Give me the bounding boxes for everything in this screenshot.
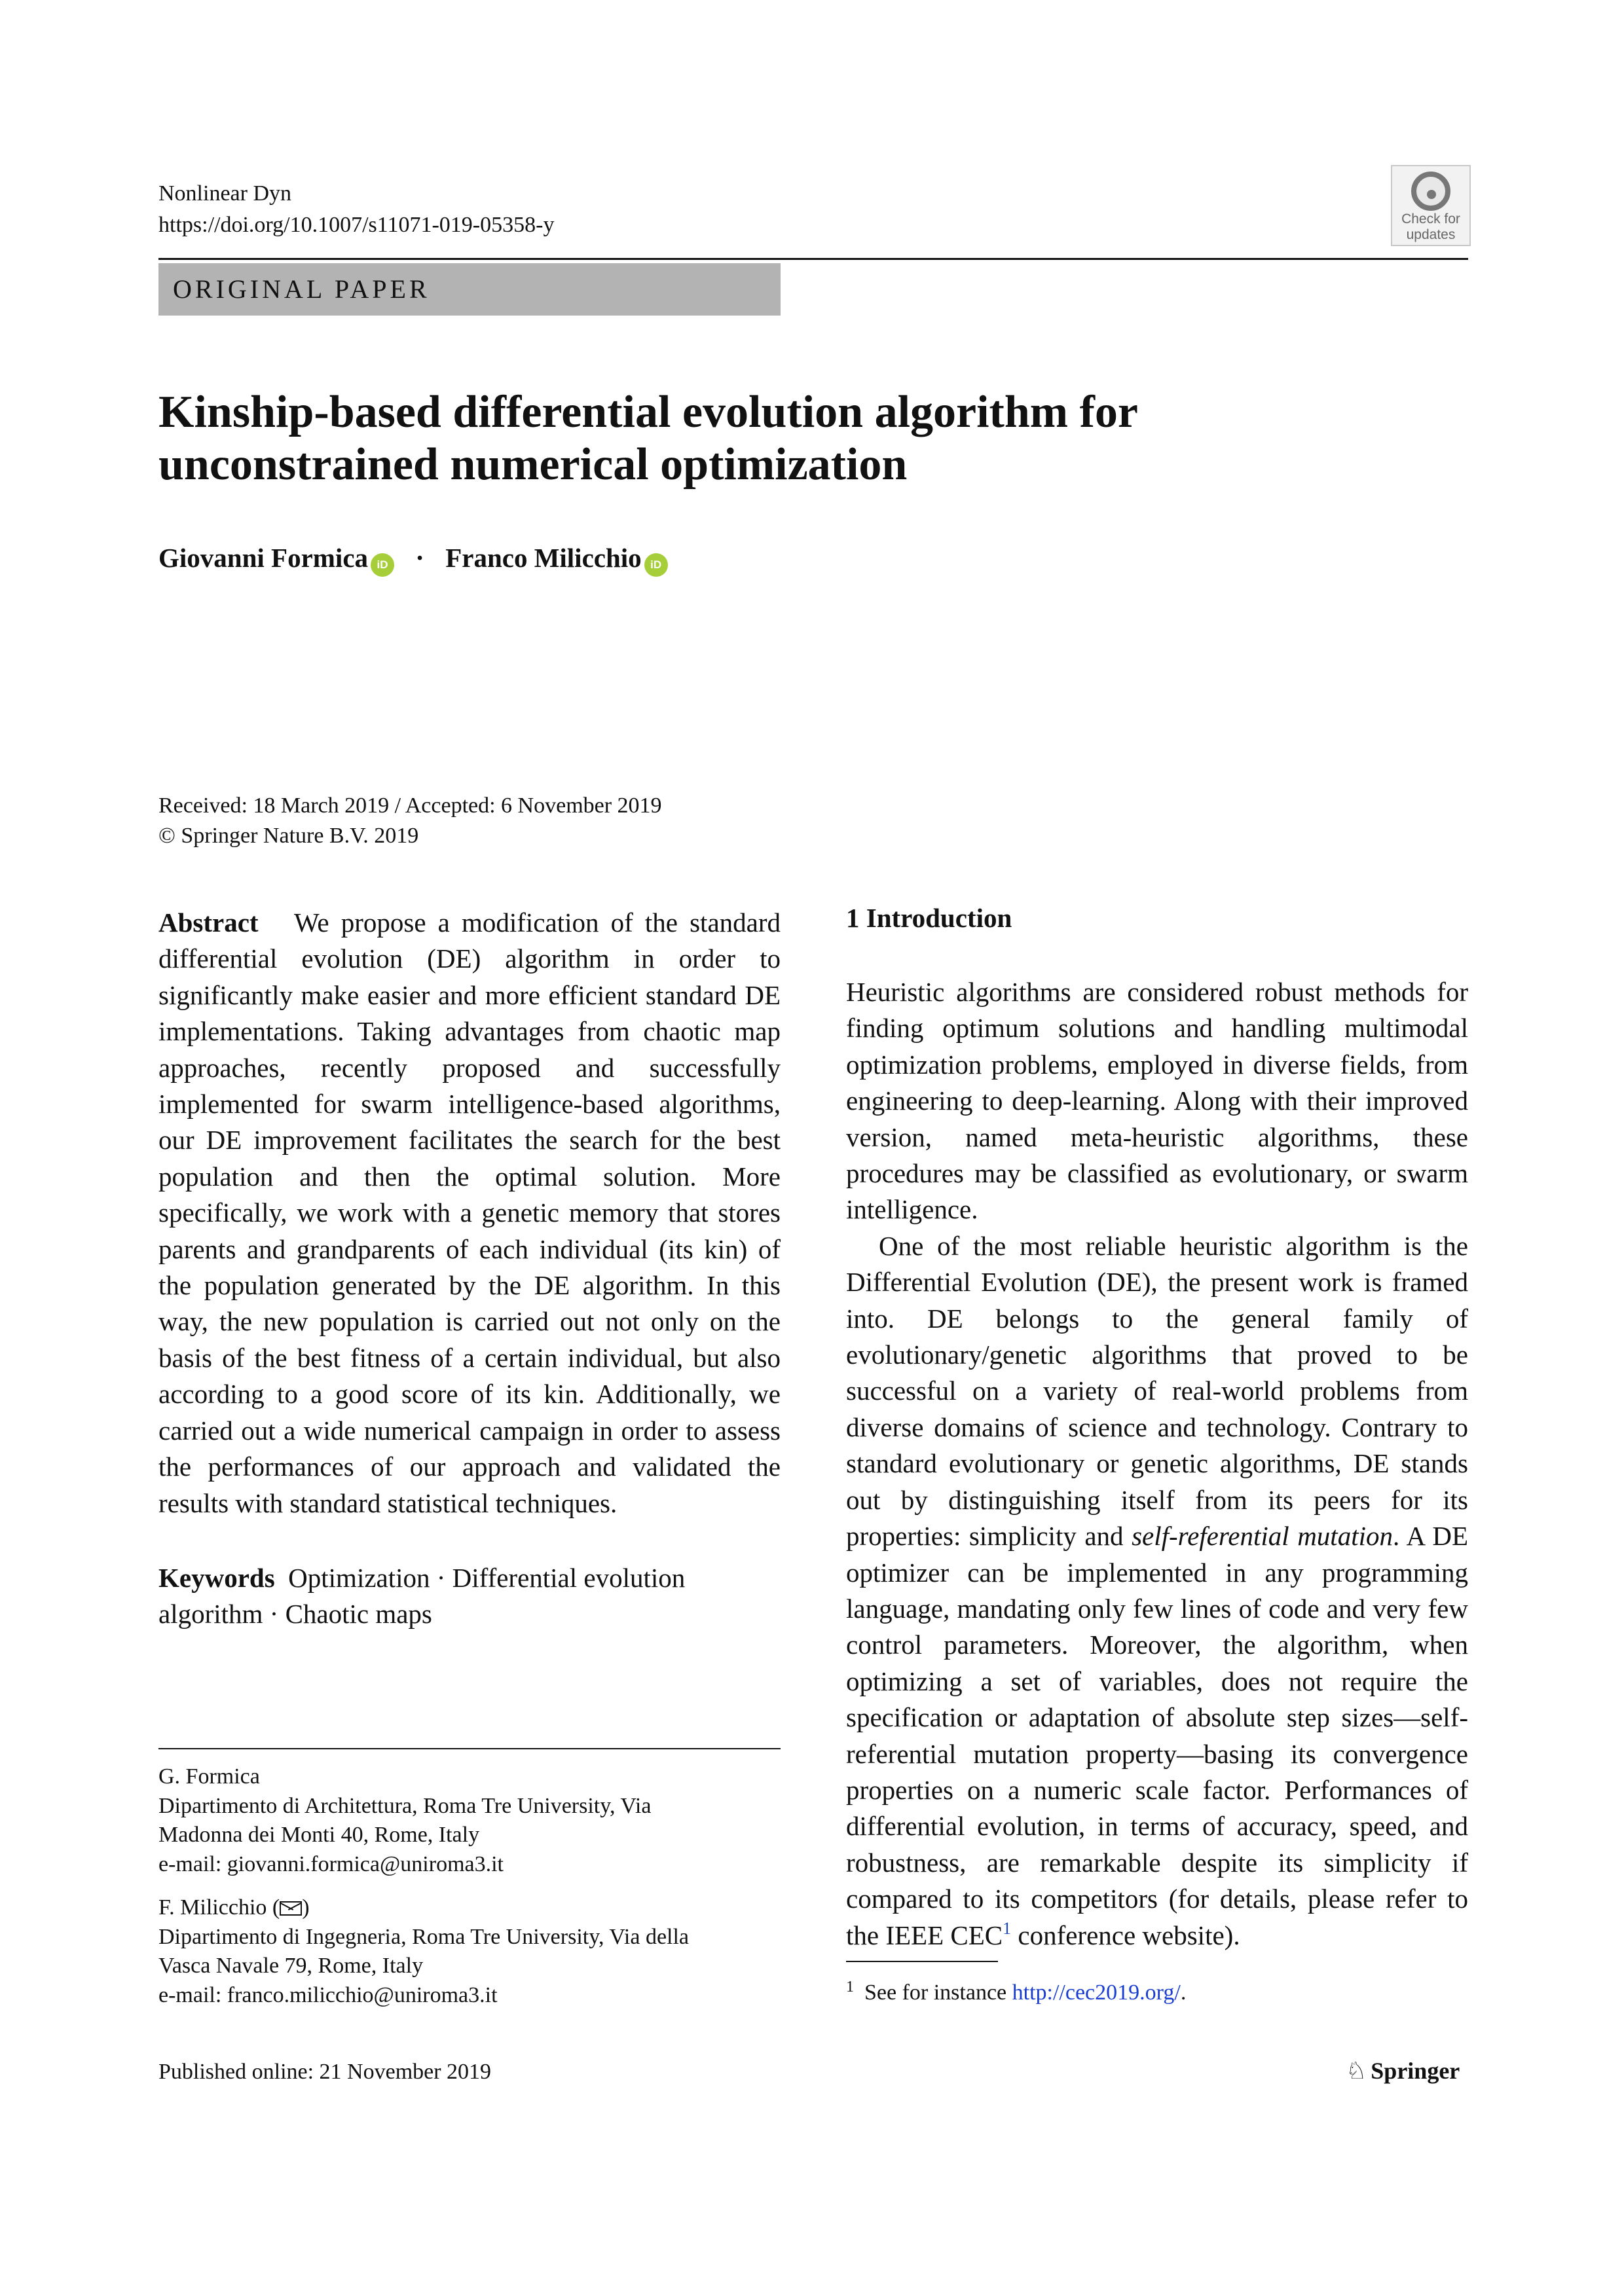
paragraph: Heuristic algorithms are considered robust methods for finding optimum solutions and handling multimodal optimization problems, employed in diverse fields, from engineering to deep-learning. Along with their improved version, named meta-heuristic algorithms, these procedures may be classified as evolutionary, or swarm intelligence. <box>846 977 1468 1225</box>
published-online-date: Published online: 21 November 2019 <box>158 2060 492 2084</box>
check-updates-line1: Check for <box>1401 211 1460 227</box>
doi-link[interactable]: https://doi.org/10.1007/s11071-019-05358-y <box>158 213 555 237</box>
publication-dates <box>158 791 1141 851</box>
affiliation-line: Madonna dei Monti 40, Rome, Italy <box>158 1823 480 1847</box>
author-list <box>158 539 1141 577</box>
affiliation-rule <box>158 1748 781 1749</box>
author-name[interactable]: Giovanni Formica <box>158 543 369 573</box>
footnote <box>846 1972 1468 2008</box>
affiliation-author-suffix: ) <box>302 1895 310 1920</box>
affiliation-block <box>158 1893 781 2010</box>
footnote-link[interactable]: http://cec2019.org/ <box>1012 1980 1181 2005</box>
publisher-logo <box>1346 2054 1477 2087</box>
affiliation-email[interactable]: e-mail: giovanni.formica@uniroma3.it <box>158 1851 504 1876</box>
orcid-icon[interactable]: iD <box>371 553 394 577</box>
author-separator: · <box>415 543 424 573</box>
affiliation-line: Dipartimento di Ingegneria, Roma Tre University, Via della <box>158 1924 690 1949</box>
keywords <box>158 1560 781 1633</box>
publisher-name: Springer <box>1371 2058 1460 2084</box>
footnote-ref[interactable]: 1 <box>1003 1918 1012 1938</box>
emphasis-text: self-referential mutation <box>1132 1521 1393 1552</box>
affiliation-line: Vasca Navale 79, Rome, Italy <box>158 1954 424 1978</box>
affiliation-block <box>158 1762 781 1879</box>
author-name[interactable]: Franco Milicchio <box>445 543 642 573</box>
check-for-updates-badge[interactable] <box>1391 165 1471 246</box>
article-type-banner: ORIGINAL PAPER <box>158 263 781 316</box>
footnote-mark: 1 <box>846 1978 854 1995</box>
paper-title: Kinship-based differential evolution algorithm for unconstrained numerical optimization <box>158 387 1137 490</box>
check-updates-line2: updates <box>1406 227 1456 242</box>
affiliation-line: Dipartimento di Architettura, Roma Tre University, Via <box>158 1793 652 1818</box>
abstract <box>158 905 781 1522</box>
paragraph-text: . A DE optimizer can be implemented in any programming language, mandating only few lines of code and very few control parameters. Moreover, the algorithm, when optimizing a set of variables, does not require the specification or adaptation of absolute step sizes—self-referential mutation property—basing its convergence properties on a numeric scale factor. Performances of differential evolution, in terms of accuracy, speed, and robustness, are remarkable despite its simplicity if compared to its competitors (for details, please refer to the IEEE CEC <box>846 1521 1468 1950</box>
copyright-notice: © Springer Nature B.V. 2019 <box>158 824 419 848</box>
received-accepted-dates: Received: 18 March 2019 / Accepted: 6 November 2019 <box>158 793 662 818</box>
footnote-rule <box>846 1961 998 1962</box>
abstract-text: We propose a modification of the standard differential evolution (DE) algorithm in order to significantly make easier and more efficient standard DE implementations. Taking advantages from chaotic map approaches, recently proposed and successfully implemented for swarm intelligence-based algorithms, our DE improvement facilitates the search for the best population and then the optimal solution. More specifically, we work with a genetic memory that stores parents and grandparents of each individual (its kin) of the population generated by the DE algorithm. In this way, the new population is carried out not only on the basis of the best fitness of a certain individual, but also according to a good score of its kin. Additionally, we carried out a wide numerical campaign in order to assess the performances of our approach and validated the results with standard statistical techniques. <box>158 907 781 1518</box>
introduction-body <box>846 974 1468 1954</box>
envelope-icon <box>280 1901 302 1916</box>
keywords-text: Optimization · Differential evolution algorithm · Chaotic maps <box>158 1563 686 1630</box>
paragraph <box>846 1228 1468 1954</box>
footnote-text: See for instance <box>864 1980 1012 2005</box>
header-rule <box>158 258 1468 260</box>
orcid-icon[interactable]: iD <box>644 553 668 577</box>
abstract-label: Abstract <box>158 907 259 938</box>
affiliation-email[interactable]: e-mail: franco.milicchio@uniroma3.it <box>158 1982 498 2007</box>
paragraph-text: One of the most reliable heuristic algorithm is the Differential Evolution (DE), the present work is framed into. DE belongs to the general family of evolutionary/genetic algorithms that proved to be successful on a variety of real-world problems from diverse domains of science and technology. Contrary to standard evolutionary or genetic algorithms, DE stands out by distinguishing itself from its peers for its properties: simplicity and <box>846 1230 1468 1552</box>
journal-name: Nonlinear Dyn <box>158 181 292 206</box>
affiliation-author <box>158 1893 781 1923</box>
section-heading: 1 Introduction <box>846 903 1012 933</box>
update-icon <box>1411 172 1450 211</box>
affiliation-author: G. Formica <box>158 1764 260 1789</box>
paragraph-text: conference website). <box>1011 1920 1240 1950</box>
affiliation-author-name: F. Milicchio ( <box>158 1895 280 1920</box>
springer-horse-icon: ♘ <box>1346 2058 1367 2084</box>
footnote-end: . <box>1180 1980 1187 2005</box>
keywords-label: Keywords <box>158 1563 275 1593</box>
